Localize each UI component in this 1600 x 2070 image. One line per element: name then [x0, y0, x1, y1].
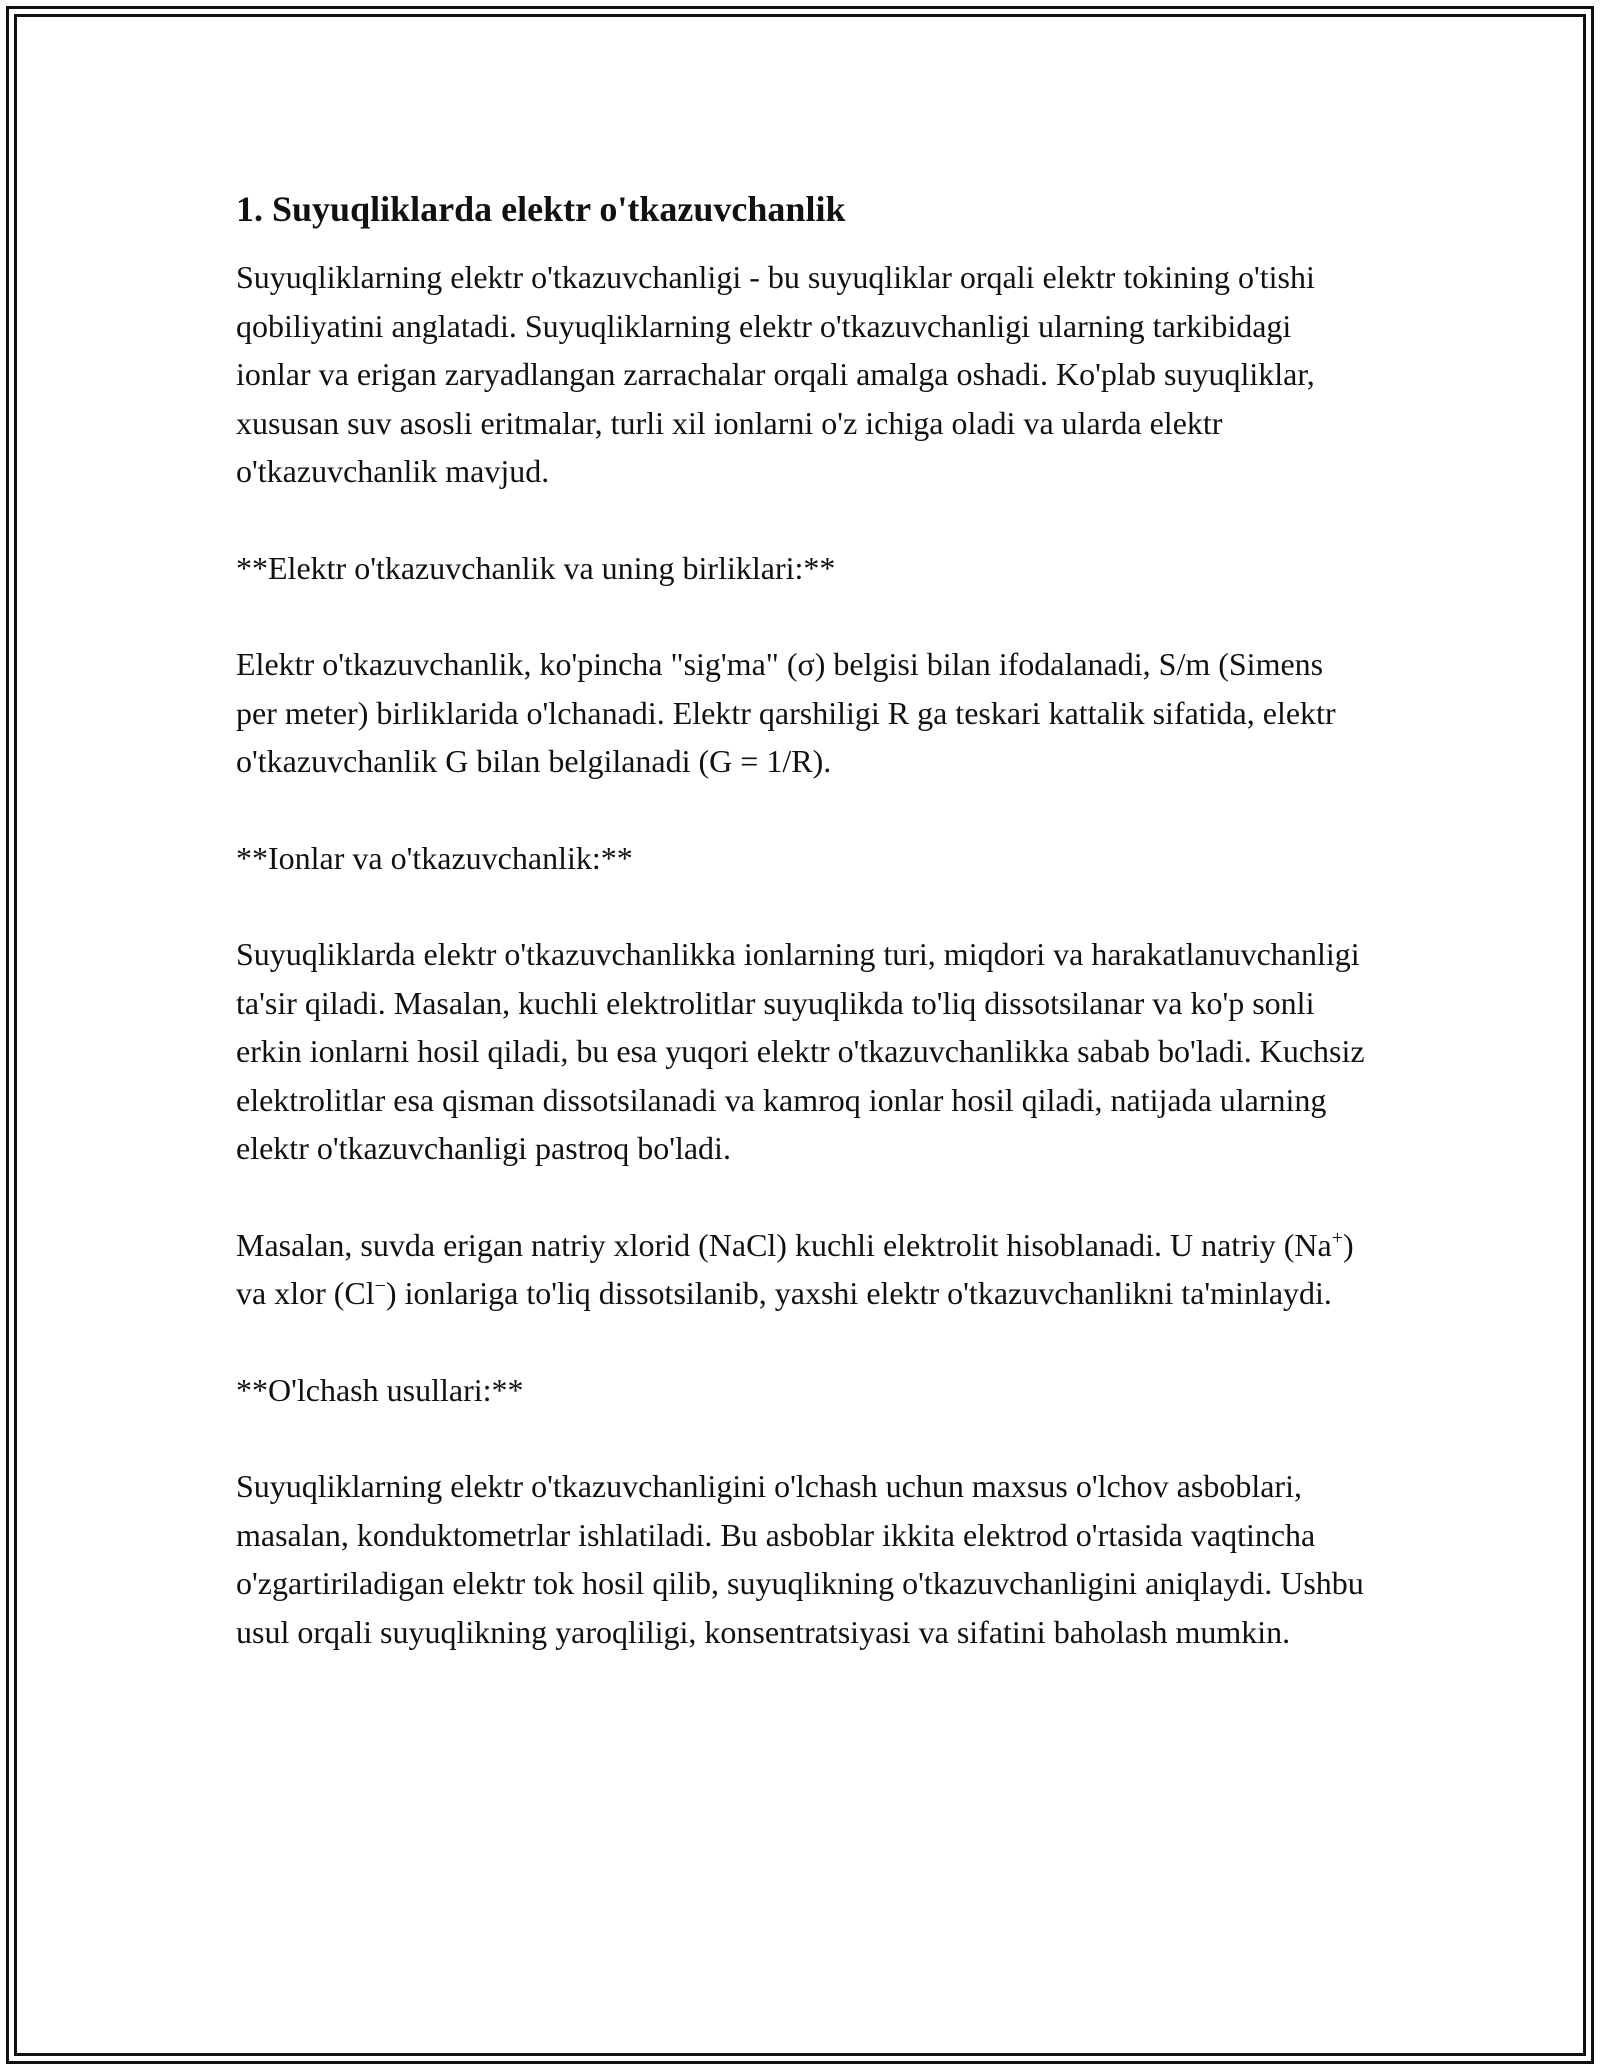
document-body — [236, 185, 1366, 1704]
units-paragraph: Elektr o'tkazuvchanlik, ko'pincha "sig'ma" (σ) belgisi bilan ifodalanadi, S/m (Simens per meter) birliklarida o'lchanadi. Elektr qarshiligi R ga teskari kattalik sifatida, elektr o'tkazuvchanlik G bilan belgilanadi (G = 1/R). — [236, 646, 1336, 779]
sodium-charge-superscript: + — [1331, 1226, 1343, 1249]
ions-paragraph: Suyuqliklarda elektr o'tkazuvchanlikka ionlarning turi, miqdori va harakatlanuvchanligi ta'sir qiladi. Masalan, kuchli elektrolitlar suyuqlikda to'liq dissotsilanar va ko'p sonli erkin ionlarni hosil qiladi, bu esa yuqori elektr o'tkazuvchanlikka sabab bo'ladi. Kuchsiz elektrolitlar esa qisman dissotsilanadi va kamroq ionlar hosil qiladi, natijada ularning elektr o'tkazuvchanligi pastroq bo'ladi. — [236, 936, 1365, 1166]
nacl-text-part3: ) ionlariga to'liq dissotsilanib, yaxshi elektr o'tkazuvchanlikni ta'minlaydi. — [385, 1275, 1332, 1311]
ions-heading: **Ionlar va o'tkazuvchanlik:** — [236, 839, 633, 876]
document-title: 1. Suyuqliklarda elektr o'tkazuvchanlik — [236, 189, 846, 229]
nacl-example-paragraph — [236, 1221, 1366, 1318]
intro-paragraph: Suyuqliklarning elektr o'tkazuvchanligi - bu suyuqliklar orqali elektr tokining o'tishi qobiliyatini anglatadi. Suyuqliklarning elektr o'tkazuvchanligi ularning tarkibidagi ionlar va erigan zaryadlangan zarrachalar orqali amalga oshadi. Ko'plab suyuqliklar, xususan suv asosli eritmalar, turli xil ionlarni o'z ichiga oladi va ularda elektr o'tkazuvchanlik mavjud. — [236, 259, 1315, 489]
methods-heading: **O'lchash usullari:** — [236, 1371, 524, 1408]
chloride-charge-superscript: − — [374, 1275, 386, 1297]
units-heading: **Elektr o'tkazuvchanlik va uning birliklari:** — [236, 549, 836, 586]
nacl-text-part2: ) va xlor (Cl — [236, 1226, 1354, 1311]
methods-paragraph: Suyuqliklarning elektr o'tkazuvchanligini o'lchash uchun maxsus o'lchov asboblari, masalan, konduktometrlar ishlatiladi. Bu asboblar ikkita elektrod o'rtasida vaqtincha o'zgartiriladigan elektr tok hosil qilib, suyuqlikning o'tkazuvchanligini aniqlaydi. Ushbu usul orqali suyuqlikning yaroqliligi, konsentratsiyasi va sifatini baholash mumkin. — [236, 1468, 1364, 1650]
nacl-text-part1: Masalan, suvda erigan natriy xlorid (NaCl) kuchli elektrolit hisoblanadi. U natriy (Na — [236, 1226, 1332, 1263]
